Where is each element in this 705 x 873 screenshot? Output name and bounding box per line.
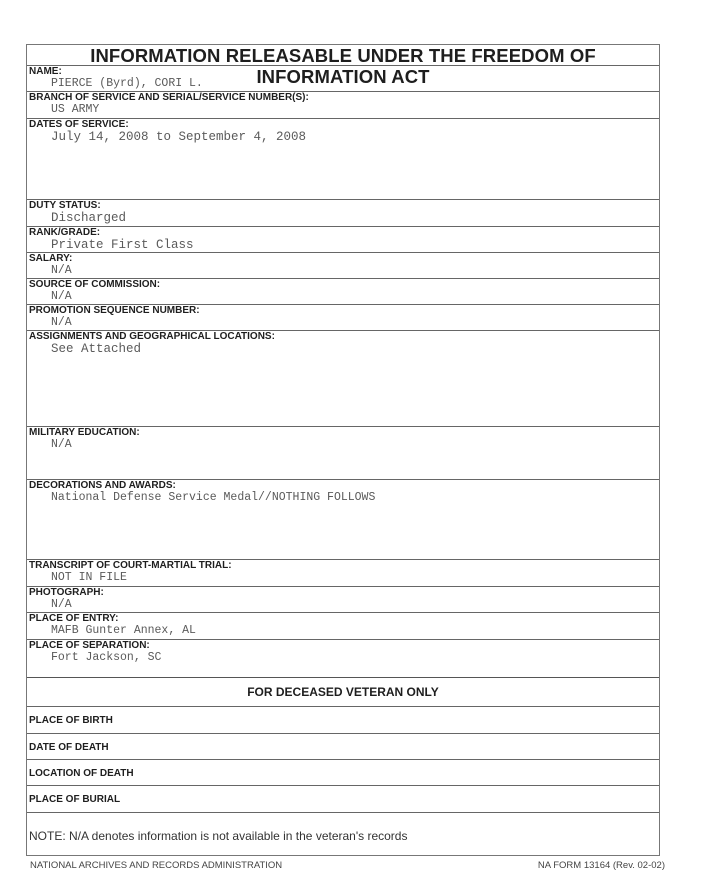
field-salary [27,252,659,278]
field-label: LOCATION OF DEATH [29,768,134,779]
field-label: ASSIGNMENTS AND GEOGRAPHICAL LOCATIONS: [29,331,275,342]
field-label: TRANSCRIPT OF COURT-MARTIAL TRIAL: [29,560,232,571]
field-date-of-death [27,733,659,759]
field-label: NAME: [29,66,62,77]
deceased-section-header [27,677,659,706]
field-label: DUTY STATUS: [29,200,101,211]
field-value: Discharged [51,211,127,225]
field-branch [27,91,659,118]
field-name [27,65,659,91]
field-label: PLACE OF SEPARATION: [29,640,150,651]
field-value: N/A [51,438,72,451]
footer-form-number: NA FORM 13164 (Rev. 02-02) [537,860,665,871]
form-title: INFORMATION RELEASABLE UNDER THE FREEDOM OF INFORMATION ACT [90,45,596,87]
field-dates-of-service [27,118,659,199]
field-location-of-death [27,759,659,785]
field-value: N/A [51,598,72,611]
field-rank-grade [27,226,659,252]
deceased-heading: FOR DECEASED VETERAN ONLY [247,685,439,699]
field-promotion-sequence [27,304,659,330]
field-place-of-burial [27,785,659,812]
field-label: PLACE OF BIRTH [29,715,113,726]
field-duty-status [27,199,659,226]
field-label: DECORATIONS AND AWARDS: [29,480,176,491]
field-place-of-birth [27,706,659,733]
field-value: N/A [51,316,72,329]
field-value: PIERCE (Byrd), CORI L. [51,77,203,90]
field-decorations-awards [27,479,659,559]
field-military-education [27,426,659,479]
note-text: NOTE: N/A denotes information is not available in the veteran's records [29,829,408,843]
field-label: PROMOTION SEQUENCE NUMBER: [29,305,200,316]
field-value: NOT IN FILE [51,571,127,584]
foia-form [26,44,660,856]
field-court-martial [27,559,659,586]
field-place-of-entry [27,612,659,639]
field-label: PHOTOGRAPH: [29,587,104,598]
field-label: MILITARY EDUCATION: [29,427,140,438]
note-box [27,812,659,856]
field-label: SALARY: [29,253,73,264]
field-label: DATES OF SERVICE: [29,119,129,130]
field-value: US ARMY [51,103,100,116]
field-value: National Defense Service Medal//NOTHING FOLLOWS [51,491,376,504]
field-value: July 14, 2008 to September 4, 2008 [51,130,307,144]
field-label: BRANCH OF SERVICE AND SERIAL/SERVICE NUMBER(S): [29,92,309,103]
field-value: MAFB Gunter Annex, AL [51,624,196,637]
field-label: PLACE OF ENTRY: [29,613,119,624]
field-label: RANK/GRADE: [29,227,101,238]
field-value: Private First Class [51,238,194,252]
field-place-of-separation [27,639,659,677]
field-value: See Attached [51,342,142,356]
field-value: Fort Jackson, SC [51,651,162,664]
field-label: SOURCE OF COMMISSION: [29,279,161,290]
field-source-of-commission [27,278,659,304]
footer-agency: NATIONAL ARCHIVES AND RECORDS ADMINISTRATION [30,860,283,871]
field-photograph [27,586,659,612]
field-value: N/A [51,290,72,303]
field-assignments [27,330,659,426]
field-label: DATE OF DEATH [29,742,109,753]
field-label: PLACE OF BURIAL [29,794,121,805]
field-value: N/A [51,264,72,277]
